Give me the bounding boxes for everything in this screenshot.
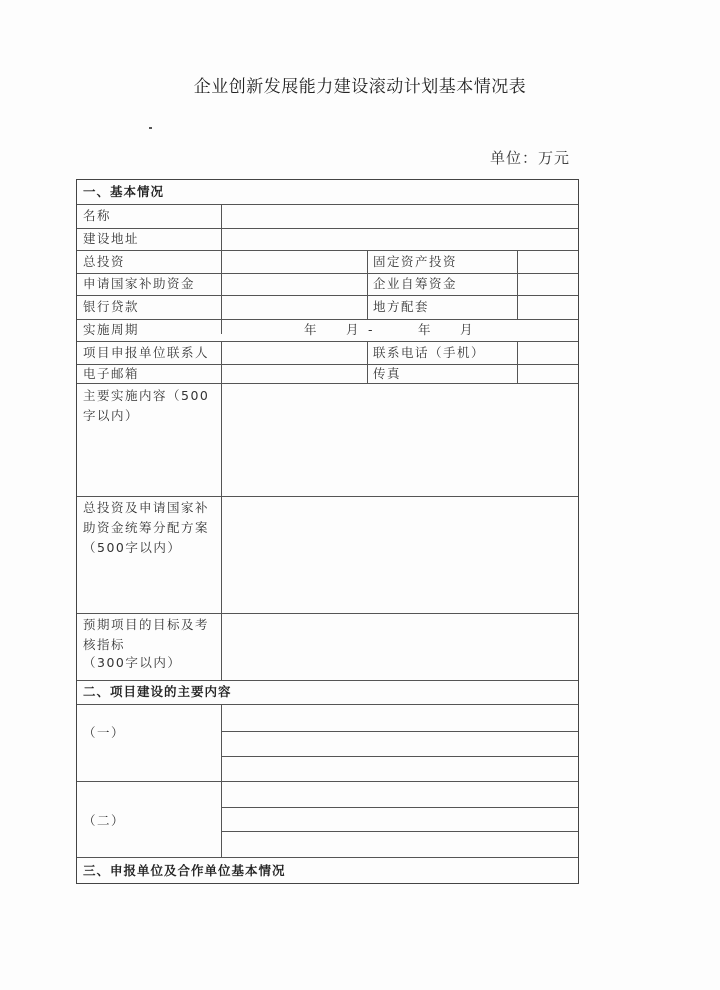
- period-year-start: 年: [304, 322, 319, 337]
- label-address: 建设地址: [83, 231, 140, 246]
- label-contact: 项目申报单位联系人: [83, 345, 210, 360]
- label-phone: 联系电话（手机）: [373, 345, 486, 360]
- scan-speck: [149, 127, 152, 129]
- content-line: [221, 756, 578, 757]
- row-divider: [77, 341, 578, 342]
- column-divider: [367, 341, 368, 383]
- content-line: [221, 807, 578, 808]
- label-bank-loan: 银行贷款: [83, 299, 140, 314]
- label-period: 实施周期: [83, 322, 140, 337]
- period-year-end: 年: [418, 322, 433, 337]
- row-divider: [77, 383, 578, 384]
- label-name: 名称: [83, 208, 112, 223]
- row-divider: [77, 704, 578, 705]
- label-self-funding: 企业自筹资金: [373, 276, 458, 291]
- row-divider: [77, 680, 578, 681]
- row-divider: [77, 228, 578, 229]
- row-divider: [77, 613, 578, 614]
- row-divider: [77, 857, 578, 858]
- section-header-construction: 二、项目建设的主要内容: [83, 684, 232, 699]
- content-line: [221, 831, 578, 832]
- label-local-matching: 地方配套: [373, 299, 430, 314]
- unit-label: 单位：万元: [490, 149, 571, 167]
- label-divider: [221, 704, 222, 857]
- item-one: （一）: [83, 725, 126, 740]
- row-divider: [77, 781, 578, 782]
- row-divider: [77, 364, 578, 365]
- row-divider: [77, 496, 578, 497]
- column-divider: [367, 250, 368, 319]
- basic-info-form: [76, 179, 579, 884]
- period-month-start: 月: [346, 322, 361, 337]
- column-divider: [517, 250, 518, 319]
- row-divider: [77, 250, 578, 251]
- period-dash: -: [368, 322, 375, 337]
- label-targets: 预期项目的目标及考核指标: [83, 617, 210, 652]
- row-divider: [77, 319, 578, 320]
- label-fax: 传真: [373, 366, 402, 381]
- item-two: （二）: [83, 813, 126, 828]
- label-targets-limit: （300字以内）: [83, 655, 182, 670]
- row-divider: [77, 295, 578, 296]
- label-main-content: 主要实施内容（500字以内）: [83, 388, 210, 423]
- section-header-applicant: 三、申报单位及合作单位基本情况: [83, 863, 286, 878]
- label-divider: [221, 341, 222, 680]
- section-header-basic: 一、基本情况: [83, 184, 165, 199]
- row-divider: [77, 204, 578, 205]
- period-month-end: 月: [460, 322, 475, 337]
- column-divider: [517, 341, 518, 383]
- content-line: [221, 731, 578, 732]
- label-email: 电子邮箱: [83, 366, 140, 381]
- label-fixed-asset: 固定资产投资: [373, 254, 458, 269]
- label-total-investment: 总投资: [83, 254, 126, 269]
- label-allocation: 总投资及申请国家补助资金统筹分配方案（500字以内）: [83, 500, 210, 555]
- label-divider: [221, 204, 222, 334]
- document-title: 企业创新发展能力建设滚动计划基本情况表: [193, 77, 527, 97]
- label-national-subsidy: 申请国家补助资金: [83, 276, 196, 291]
